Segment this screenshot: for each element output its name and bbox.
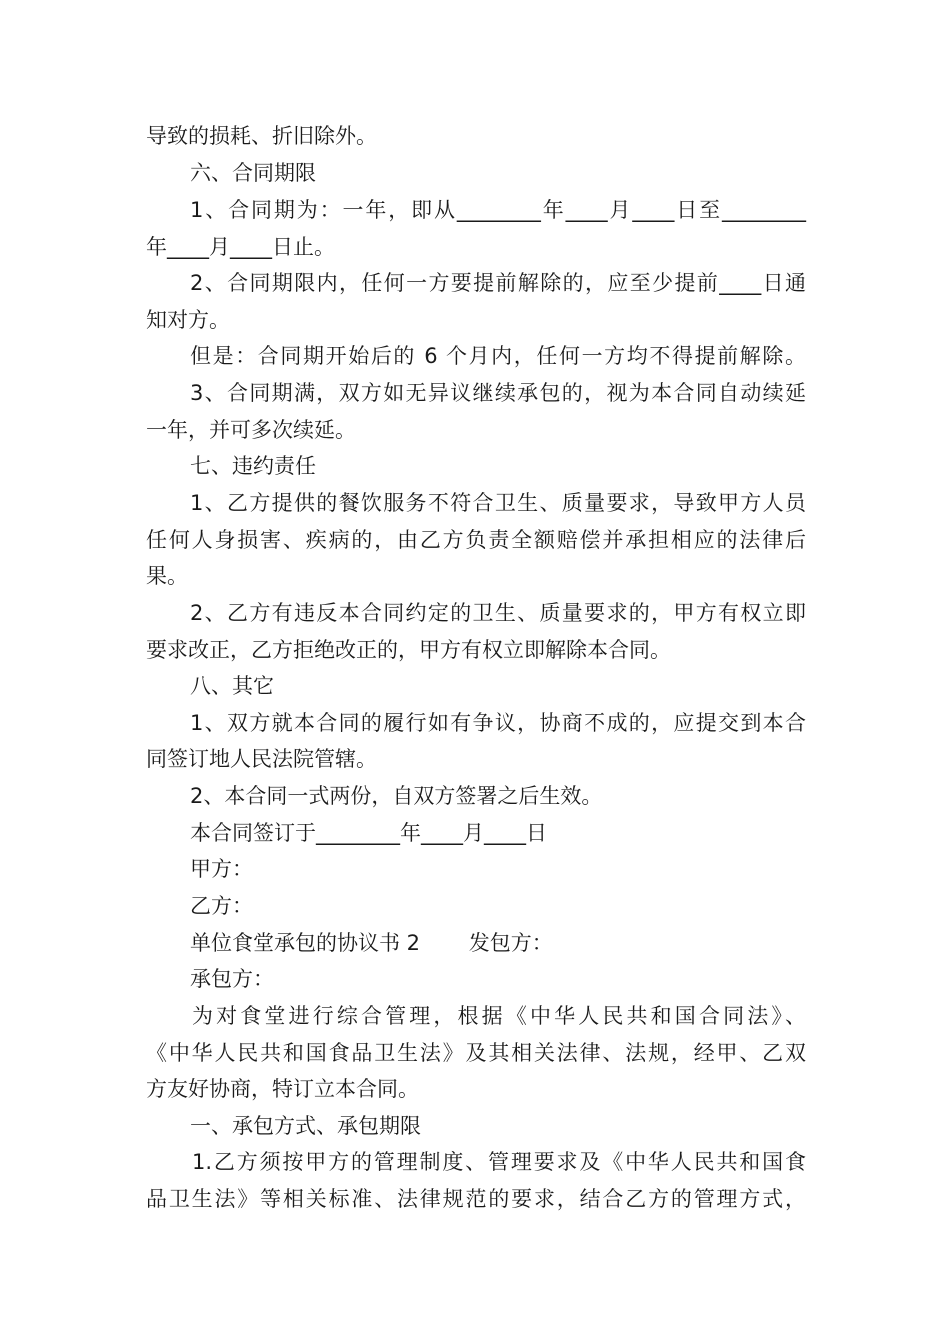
text-line: 《中华人民共和国食品卫生法》及其相关法律、法规，经甲、乙双 <box>146 1041 806 1065</box>
agreement-title-line: 单位食堂承包的协议书 2 发包方： <box>190 931 553 955</box>
text-line: 方友好协商，特订立本合同。 <box>146 1077 419 1101</box>
text-line: 1、乙方提供的餐饮服务不符合卫生、质量要求，导致甲方人员 <box>190 491 806 515</box>
text-line: 一年，并可多次续延。 <box>146 418 356 442</box>
text-line: 任何人身损害、疾病的，由乙方负责全额赔偿并承担相应的法律后 <box>146 528 806 552</box>
signing-date-line: 本合同签订于________年____月____日 <box>190 821 547 845</box>
text-line: 要求改正，乙方拒绝改正的，甲方有权立即解除本合同。 <box>146 638 671 662</box>
text-line: 同签订地人民法院管辖。 <box>146 747 377 771</box>
text-line: 导致的损耗、折旧除外。 <box>146 124 377 148</box>
text-line: 2、合同期限内，任何一方要提前解除的，应至少提前____日通 <box>190 271 806 295</box>
party-b-label: 乙方： <box>190 894 253 918</box>
text-line: 为对食堂进行综合管理，根据《中华人民共和国合同法》、 <box>192 1004 806 1028</box>
text-line: 2、乙方有违反本合同约定的卫生、质量要求的，甲方有权立即 <box>190 601 806 625</box>
text-line: 3、合同期满，双方如无异议继续承包的，视为本合同自动续延 <box>190 381 806 405</box>
text-line: 年____月____日止。 <box>146 235 335 259</box>
text-line: 2、本合同一式两份，自双方签署之后生效。 <box>190 784 603 808</box>
text-line: 知对方。 <box>146 308 230 332</box>
section-heading: 一、承包方式、承包期限 <box>190 1114 421 1138</box>
text-line: 1、合同期为：一年，即从________年____月____日至________ <box>190 198 806 222</box>
section-heading: 七、违约责任 <box>190 454 316 478</box>
text-line: 1、双方就本合同的履行如有争议，协商不成的，应提交到本合 <box>190 711 806 735</box>
party-a-label: 甲方： <box>190 857 253 881</box>
section-heading: 八、其它 <box>190 674 274 698</box>
contractor-label: 承包方： <box>190 967 274 991</box>
text-line: 品卫生法》等相关标准、法律规范的要求，结合乙方的管理方式， <box>146 1187 806 1211</box>
section-heading: 六、合同期限 <box>190 161 316 185</box>
text-line: 1.乙方须按甲方的管理制度、管理要求及《中华人民共和国食 <box>192 1150 806 1174</box>
text-line: 但是：合同期开始后的 6 个月内，任何一方均不得提前解除。 <box>190 344 806 368</box>
text-line: 果。 <box>146 564 188 588</box>
